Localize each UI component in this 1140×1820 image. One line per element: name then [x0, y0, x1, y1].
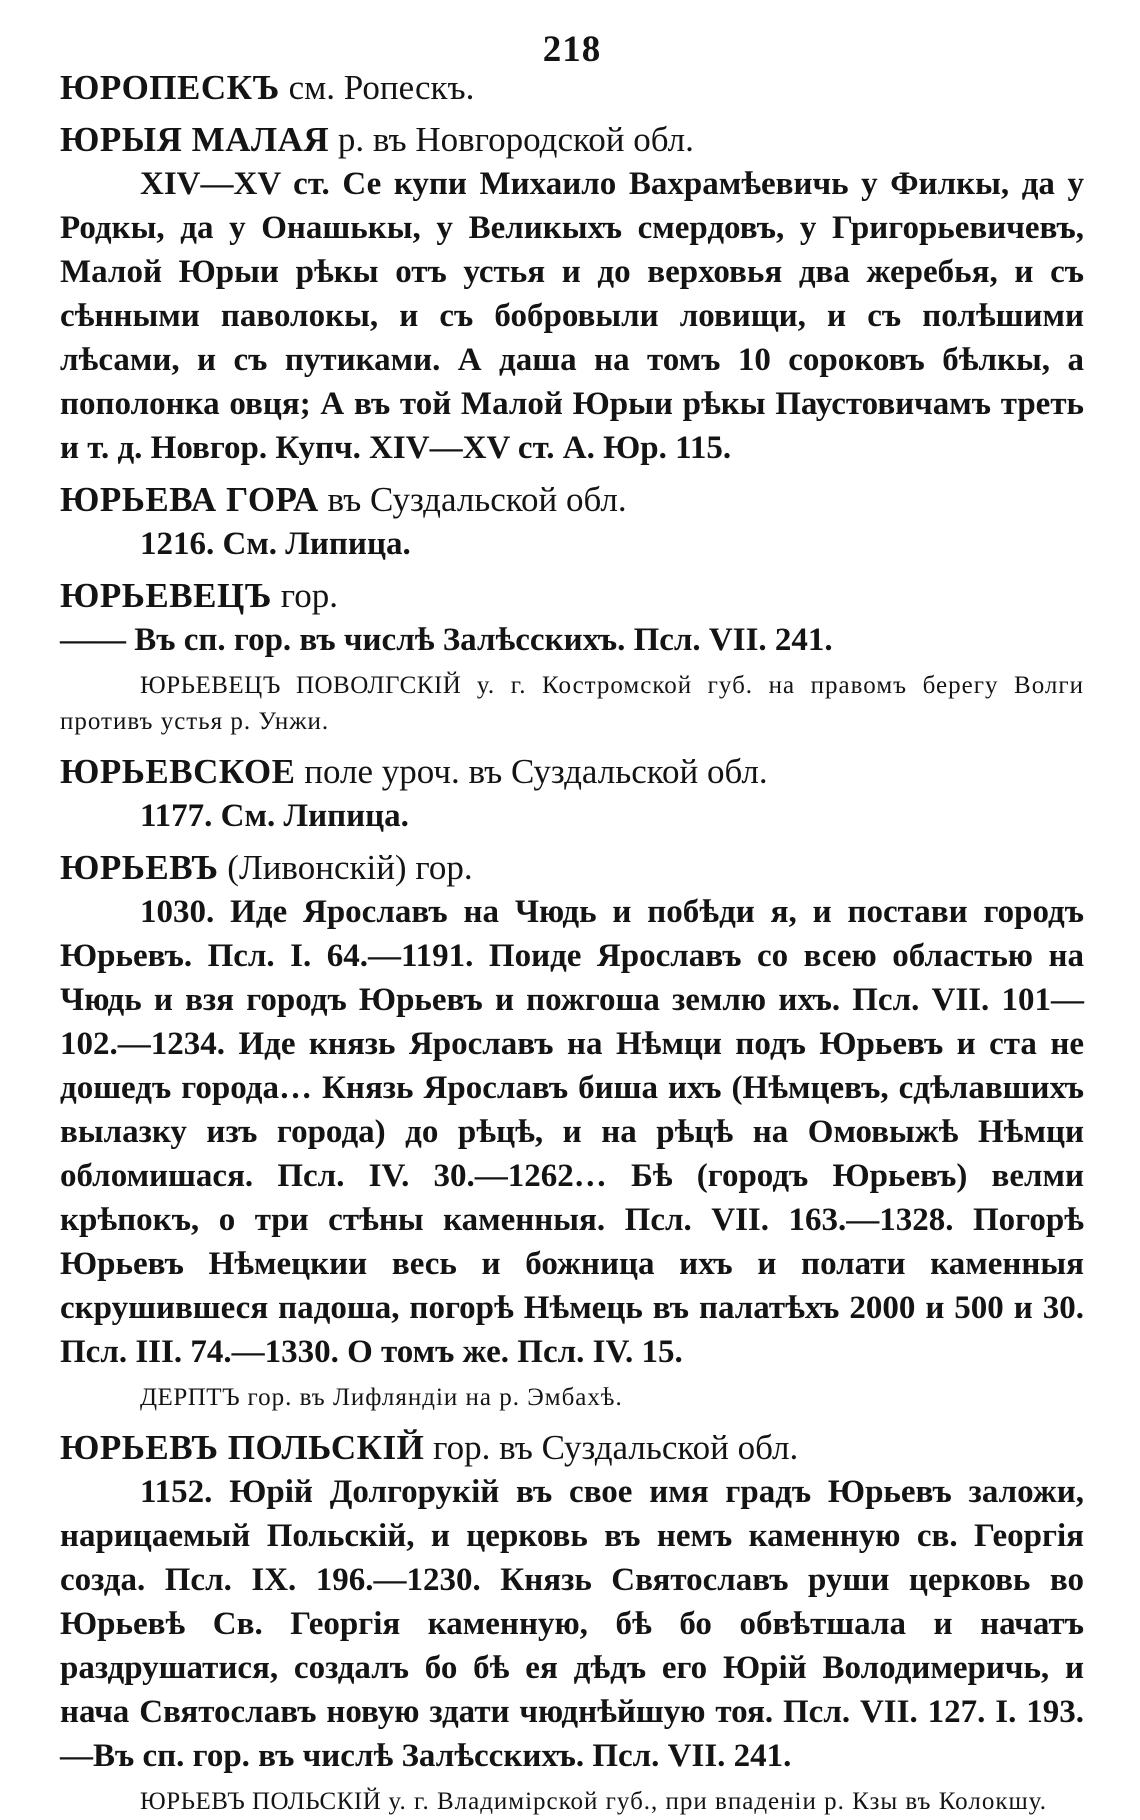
- entry-descriptor: гор.: [271, 576, 338, 615]
- entry-headword: ЮРЬЕВЪ: [60, 848, 219, 887]
- entry-headword-line: [60, 118, 1084, 162]
- entry-headword: ЮРЫЯ МАЛАЯ: [60, 120, 330, 159]
- entry-headword-line: [60, 574, 1084, 618]
- note-headword: ЮРЬЕВЪ ПОЛЬСКІЙ: [140, 1788, 382, 1815]
- note-text: гор. въ Лифляндіи на р. Эмбахѣ.: [240, 1384, 623, 1411]
- entry-headword: ЮРЬЕВЪ ПОЛЬСКІЙ: [60, 1428, 425, 1467]
- entry-headword: ЮРОПЕСКЪ: [60, 68, 280, 107]
- entry-headword-line: [60, 478, 1084, 522]
- entry-descriptor: см. Ропескъ.: [279, 68, 475, 107]
- entry-crossref: 1177. См. Липица.: [140, 798, 409, 834]
- entry-descriptor: р. въ Новгородской обл.: [329, 120, 694, 159]
- entry-geographic-note: [60, 1784, 1084, 1820]
- entry-descriptor: въ Суздальской обл.: [318, 480, 627, 519]
- entry-headword: ЮРЬЕВСКОЕ: [60, 752, 296, 791]
- entry-descriptor: гор. въ Суздальской обл.: [424, 1428, 799, 1467]
- entry-headword-line: [60, 66, 1084, 110]
- note-headword: ДЕРПТЪ: [140, 1384, 241, 1411]
- entry-headword: ЮРЬЕВЕЦЪ: [60, 576, 272, 615]
- entry-quotation: 1030. Иде Ярославъ на Чюдь и побѣди я, и постави городъ Юрьевъ. Псл. I. 64.—1191. Поиде Ярославъ со всею областью на Чюдь и взя городъ Юрьевъ и пожгоша землю ихъ. Псл. VII. 101—102.—1234. Иде князь Ярославъ на Нѣмци подъ Юрьевъ и ста не дошедъ города… Князь Ярославъ биша ихъ (Нѣмцевъ, сдѣлавшихъ вылазку изъ города) до рѣцѣ, и на рѣцѣ на Омовыжѣ Нѣмци обломишася. Псл. IV. 30.—1262… Бѣ (городъ Юрьевъ) велми крѣпокъ, о три стѣны каменныя. Псл. VII. 163.—1328. Погорѣ Юрьевъ Нѣмецкии весь и божница ихъ и полати каменныя скрушившеся падоша, погорѣ Нѣмець въ палатѣхъ 2000 и 500 и 30. Псл. III. 74.—1330. О томъ же. Псл. IV. 15.: [60, 894, 1084, 1370]
- entry-headword-line: [60, 846, 1084, 890]
- note-text: у. г. Владимірской губ., при впаденіи р. Кзы въ Колокшу.: [381, 1788, 1047, 1815]
- entry-crossref: 1216. См. Липица.: [140, 526, 411, 562]
- entry-descriptor: поле уроч. въ Суздальской обл.: [295, 752, 768, 791]
- entry-quotation: 1152. Юрій Долгорукій въ свое имя градъ Юрьевъ заложи, нарицаемый Польскій, и церковь въ немъ каменную св. Георгія созда. Псл. IX. 196.—1230. Князь Святославъ руши церковь во Юрьевѣ Св. Георгія каменную, бѣ бо обвѣтшала и начатъ раздрушатися, создалъ бо бѣ ея дѣдъ его Юрій Володимеричь, и нача Святославъ новую здати чюднѣйшую тоя. Псл. VII. 127. I. 193.—Въ сп. гор. въ числѣ Залѣсскихъ. Псл. VII. 241.: [60, 1474, 1084, 1774]
- entry-quotation: XIV—XV ст. Се купи Михаило Вахрамѣевичь у Филкы, да у Родкы, да у Онашькы, у Великыхъ смердовъ, у Григорьевичевъ, Малой Юрыи рѣкы отъ устья и до верховья два жеребья, и съ сѣнными паволокы, и съ бобровыли ловищи, и съ полѣшими лѣсами, и съ путиками. А даша на томъ 10 сороковъ бѣлкы, а пополонка овця; А въ той Малой Юрыи рѣкы Паустовичамъ треть и т. д. Новгор. Купч. XIV—XV ст. А. Юр. 115.: [60, 166, 1084, 466]
- entry-headword-line: [60, 750, 1084, 794]
- entry-headword-line: [60, 1426, 1084, 1470]
- entry-descriptor: (Ливонскій) гор.: [218, 848, 473, 887]
- entry-geographic-note: [60, 1380, 1084, 1416]
- entry-dash-line: —— Въ сп. гор. въ числѣ Залѣсскихъ. Псл. VII. 241.: [60, 622, 833, 658]
- page-number: 218: [542, 29, 602, 70]
- note-headword: ЮРЬЕВЕЦЪ ПОВОЛГСКІЙ: [140, 672, 462, 699]
- entry-geographic-note: [60, 668, 1084, 740]
- entry-headword: ЮРЬЕВА ГОРА: [60, 480, 319, 519]
- note-text: у. г. Костромской губ. на правомъ берегу Волги противъ устья р. Унжи.: [60, 672, 1085, 735]
